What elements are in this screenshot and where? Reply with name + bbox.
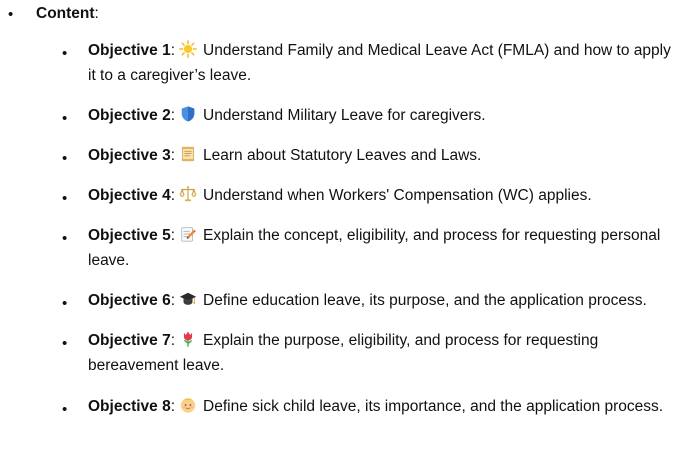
list-item: Objective 4: Understand when Workers' Compensation (WC) applies. — [88, 187, 592, 204]
objective-text: Define sick child leave, its importance, and the application process. — [203, 398, 664, 415]
sun-icon — [179, 40, 197, 58]
objective-label: Objective 3 — [88, 147, 171, 164]
objective-label: Objective 6 — [88, 292, 171, 309]
objective-text: Understand when Workers' Compensation (WC) applies. — [203, 187, 592, 204]
objective-text: Define education leave, its purpose, and the application process. — [203, 292, 647, 309]
tulip-icon — [179, 330, 197, 348]
list-item: Objective 5: Explain the concept, eligibility, and process for requesting personal leave. — [88, 227, 661, 269]
objective-text: Understand Family and Medical Leave Act (FMLA) and how to apply it to a caregiver’s leave. — [88, 42, 671, 84]
list-item: Objective 6: Define education leave, its purpose, and the application process. — [88, 292, 647, 309]
memo-icon — [179, 225, 197, 243]
objective-label: Objective 1 — [88, 42, 171, 59]
objective-text: Explain the concept, eligibility, and process for requesting personal leave. — [88, 227, 661, 269]
bullet-dot: • — [62, 110, 68, 127]
objective-label: Objective 4 — [88, 187, 171, 204]
bullet-dot: • — [62, 335, 68, 352]
objective-label: Objective 2 — [88, 107, 171, 124]
balance-scale-icon — [179, 185, 197, 203]
bullet-dot: • — [62, 230, 68, 247]
objective-text: Understand Military Leave for caregivers. — [203, 107, 486, 124]
bullet-dot: • — [62, 401, 68, 418]
objective-label: Objective 7 — [88, 332, 171, 349]
content-heading: Content: — [36, 5, 99, 22]
list-item: Objective 1: Understand Family and Medical Leave Act (FMLA) and how to apply it to a caregiver’s leave. — [88, 42, 671, 84]
bullet-dot: • — [62, 190, 68, 207]
objective-text: Learn about Statutory Leaves and Laws. — [203, 147, 482, 164]
bullet-dot: • — [8, 6, 14, 23]
graduation-cap-icon — [179, 290, 197, 308]
bullet-dot: • — [62, 150, 68, 167]
objective-label: Objective 8 — [88, 398, 171, 415]
baby-icon — [179, 396, 197, 414]
bullet-dot: • — [62, 45, 68, 62]
list-item: Objective 3: Learn about Statutory Leaves and Laws. — [88, 147, 482, 164]
objective-text: Explain the purpose, eligibility, and process for requesting bereavement leave. — [88, 332, 599, 374]
list-item: Objective 7: Explain the purpose, eligibility, and process for requesting bereavement leave. — [88, 332, 599, 374]
objective-label: Objective 5 — [88, 227, 171, 244]
list-item: Objective 8: Define sick child leave, its importance, and the application process. — [88, 398, 664, 415]
scroll-icon — [179, 145, 197, 163]
bullet-dot: • — [62, 295, 68, 312]
list-item: Objective 2: Understand Military Leave for caregivers. — [88, 107, 486, 124]
shield-icon — [179, 105, 197, 123]
